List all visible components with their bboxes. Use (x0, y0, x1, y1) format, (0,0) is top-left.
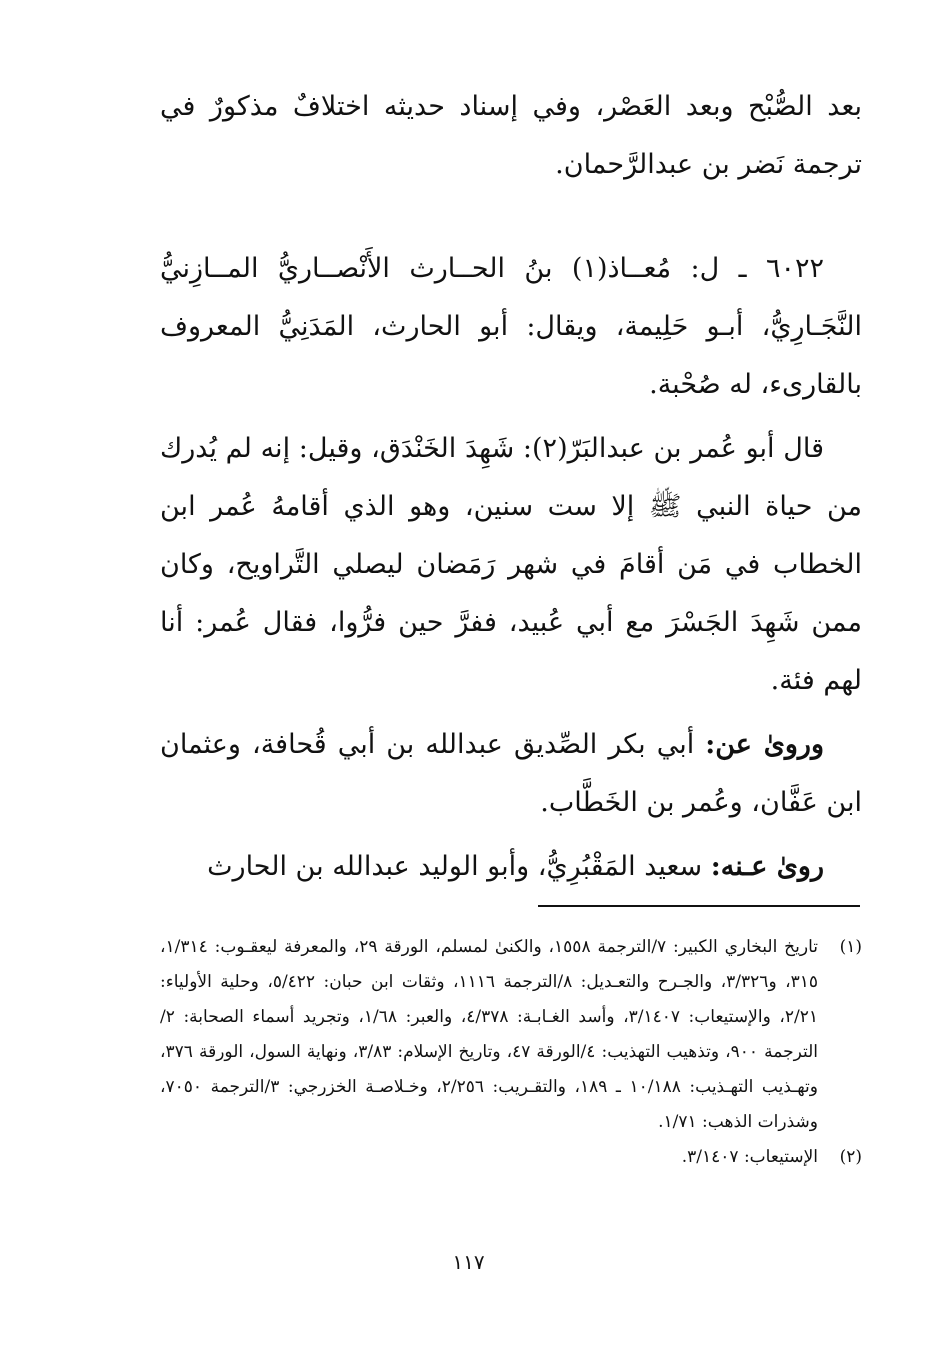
paragraph-narrated-by (160, 838, 862, 896)
page-number: ١١٧ (452, 1250, 485, 1274)
paragraph-biography-entry: ٦٠٢٢ ـ ل: مُعــاذ(١) بنُ الحــارث الأَنْصــاريُّ المــازِنيُّ النَّجَـارِيُّ، أبـو حَلِيمة، ويقال: أبو الحارث، المَدَنِيُّ المعروف بالقارىء، له صُحْبة. (160, 253, 862, 400)
paragraph-narrated-from (160, 716, 862, 832)
footnote-number: (٢) (839, 1147, 862, 1167)
narrated-by-text: سعيد المَقْبُرِيُّ، وأبو الوليد عبدالله بن الحارث (207, 851, 711, 882)
footnote-divider (538, 905, 860, 907)
footnote-text: الإستيعاب: ٣/١٤٠٧. (681, 1147, 818, 1167)
footnote-1 (160, 930, 862, 1140)
paragraph-intro: بعد الصُّبْح وبعد العَصْر، وفي إسناد حديثه اختلافٌ مذكورٌ في ترجمة نَضر بن عبدالرَّحمان. (160, 91, 862, 180)
footnotes-section (160, 930, 862, 1175)
footnote-text: تاريخ البخاري الكبير: ٧/الترجمة ١٥٥٨، والكنىٰ لمسلم، الورقة ٢٩، والمعرفة ليعقـوب: ١/٣١٤، ٣١٥، و٣/٣٢٦، والجـرح والتعـديل: ٨/الترجمة ١١١٦، وثقات ابن حبان: ٥/٤٢٢، وحلية الأولياء: ٢/٢١، والإستيعاب: ٣/١٤٠٧، وأسد الغـابـة: ٤/٣٧٨، والعبر: ١/٦٨، وتجريد أسماء الصحابة: ٢/الترجمة ٩٠٠، وتذهيب التهذيب: ٤/الورقة ٤٧، وتاريخ الإسلام: ٣/٨٣، ونهاية السول، الورقة ٣٧٦، وتهـذيب التهـذيب: ١٠/١٨٨ ـ ١٨٩، والتقـريب: ٢/٢٥٦، وخـلاصـة الخزرجي: ٣/الترجمة ٧٠٥٠، وشذرات الذهب: ١/٧١. (160, 937, 818, 1132)
main-text-body (160, 78, 862, 896)
narrated-from-text: أبي بكر الصِّديق عبدالله بن أبي قُحافة، وعثمان ابن عَفَّان، وعُمر بن الخَطَّاب. (160, 729, 862, 818)
narrated-by-label: روىٰ عـنه: (710, 851, 824, 882)
footnote-number: (١) (839, 937, 862, 957)
footnote-2 (160, 1140, 862, 1175)
narrated-from-label: وروىٰ عن: (705, 729, 824, 760)
paragraph-ibn-abd-al-barr-quote: قال أبو عُمر بن عبدالبَرّ(٢): شَهِدَ الخَنْدَق، وقيل: إنه لم يُدرك من حياة النبي ﷺ إلا ست سنين، وهو الذي أقامهُ عُمر ابن الخطاب في مَن أقامَ في شهر رَمَضان ليصلي التَّراويح، وكان ممن شَهِدَ الجَسْرَ مع أبي عُبيد، ففرَّ حين فرُّوا، فقال عُمر: أنا لهم فئة. (160, 433, 862, 696)
